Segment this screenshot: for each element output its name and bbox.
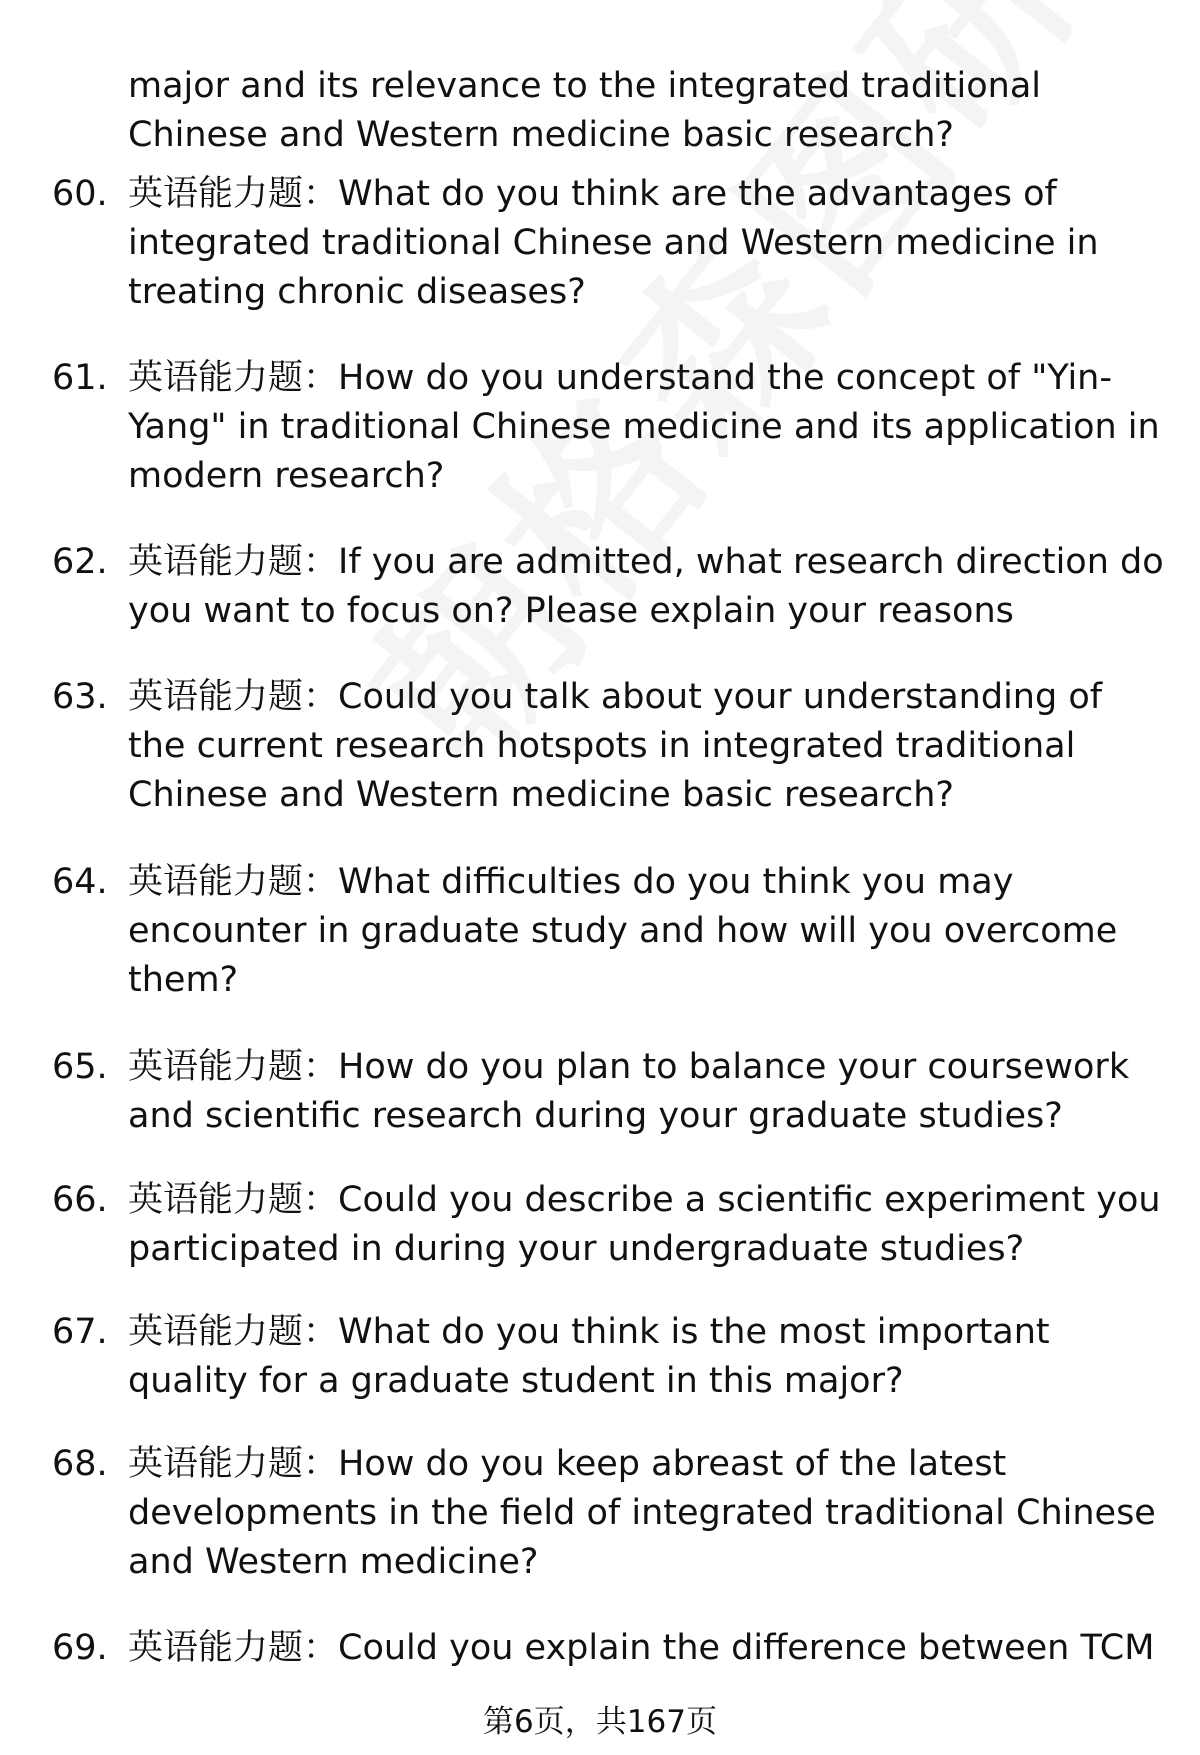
question-body <box>128 1440 1168 1587</box>
question-number: 60. <box>52 174 108 214</box>
question-prefix: 英语能力题： <box>128 677 339 717</box>
question-body <box>128 1624 1168 1673</box>
question-prefix: 英语能力题： <box>128 542 339 582</box>
question-text: Could you describe a scientific experiment you participated in during your undergraduate studies? <box>128 1180 1161 1269</box>
question-text: How do you keep abreast of the latest developments in the field of integrated traditional Chinese and Western medicine? <box>128 1444 1156 1582</box>
question-body <box>128 538 1168 636</box>
question-body <box>128 1176 1168 1274</box>
question-body <box>128 1308 1168 1406</box>
question-text: How do you plan to balance your coursework and scientific research during your graduate studies? <box>128 1047 1130 1136</box>
question-prefix: 英语能力题： <box>128 862 339 902</box>
question-number: 62. <box>52 542 108 582</box>
question-number: 68. <box>52 1444 108 1484</box>
question-body <box>128 673 1168 820</box>
question-text: Could you talk about your understanding of the current research hotspots in integrated traditional Chinese and Western medicine basic research? <box>128 677 1103 815</box>
question-prefix: 英语能力题： <box>128 1312 339 1352</box>
question-text: If you are admitted, what research direction do you want to focus on? Please explain your reasons <box>128 542 1164 631</box>
question-prefix: 英语能力题： <box>128 174 339 214</box>
question-prefix: 英语能力题： <box>128 1444 339 1484</box>
question-number: 67. <box>52 1312 108 1352</box>
question-number: 64. <box>52 862 108 902</box>
question-body <box>128 858 1168 1005</box>
continued-question-text: major and its relevance to the integrated traditional Chinese and Western medicine basic research? <box>128 66 1041 155</box>
question-prefix: 英语能力题： <box>128 1628 339 1668</box>
question-prefix: 英语能力题： <box>128 1047 339 1087</box>
question-number: 69. <box>52 1628 108 1668</box>
question-text: What do you think are the advantages of integrated traditional Chinese and Western medicine in treating chronic diseases? <box>128 174 1099 312</box>
page-footer: 第6页，共167页 <box>483 1704 717 1740</box>
question-number: 66. <box>52 1180 108 1220</box>
question-text: How do you understand the concept of "Yin-Yang" in traditional Chinese medicine and its application in modern research? <box>128 358 1160 496</box>
question-number: 63. <box>52 677 108 717</box>
question-number: 61. <box>52 358 108 398</box>
question-body <box>128 354 1168 501</box>
question-number: 65. <box>52 1047 108 1087</box>
question-body <box>128 170 1168 317</box>
question-prefix: 英语能力题： <box>128 1180 339 1220</box>
question-text: What difficulties do you think you may encounter in graduate study and how will you overcome them? <box>128 862 1118 1000</box>
question-text: Could you explain the difference between TCM <box>338 1628 1155 1668</box>
question-text: What do you think is the most important quality for a graduate student in this major? <box>128 1312 1050 1401</box>
question-prefix: 英语能力题： <box>128 358 339 398</box>
question-body <box>128 1043 1168 1141</box>
